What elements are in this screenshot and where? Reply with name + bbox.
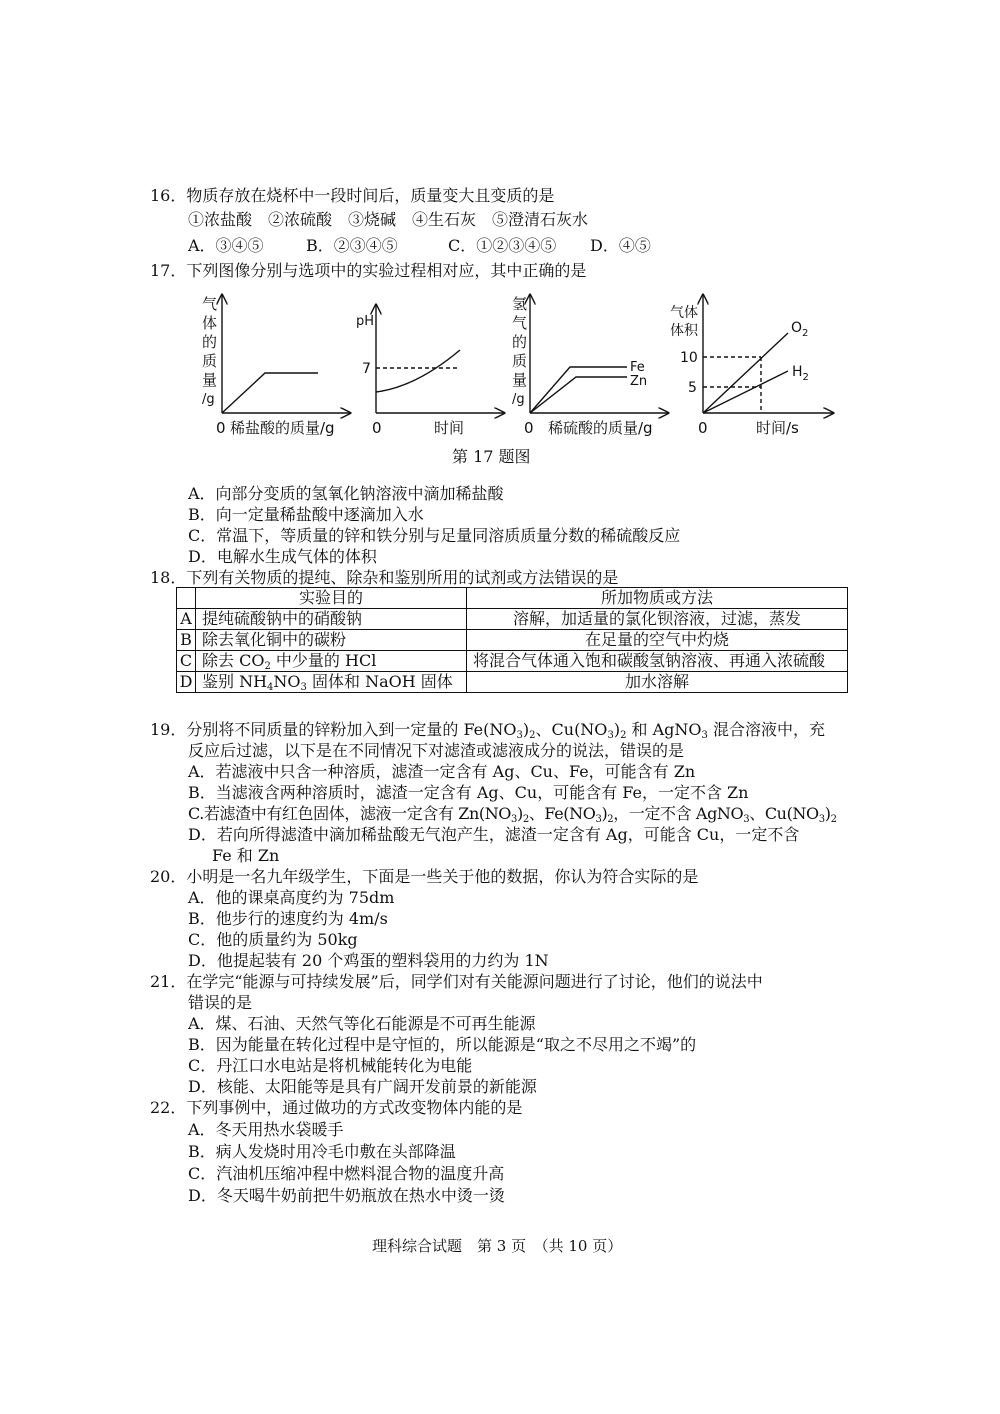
q21-option-d: D．核能、太阳能等是具有广阔开发前景的新能源 [188,1077,537,1096]
q20-option-b: B．他步行的速度约为 4m/s [188,909,388,928]
row-label: B [177,630,196,651]
table-row [177,672,848,693]
graph-c-ylabel-2: 气 [512,314,528,332]
q18-table [176,587,848,693]
row-purpose: 除去 $CO_2$ 中少量的 HCl [196,651,467,672]
row-label: C [177,651,196,672]
graph-b-xlabel: 时间 [434,419,465,437]
q19-option-d-cont: Fe 和 Zn [212,846,280,865]
table-header-row [177,588,848,609]
q17-figure [190,285,840,445]
q21-stem-cont: 错误的是 [188,993,253,1012]
graph-c-fe-curve [530,367,627,413]
graph-a-ylabel-6: /g [202,392,215,407]
graph-a-xlabel: 稀盐酸的质量/g [230,419,335,437]
q16-option-c: C．①②③④⑤ [448,236,557,255]
q21-option-a: A．煤、石油、天然气等化石能源是不可再生能源 [188,1014,536,1033]
graph-b-curve [376,350,460,392]
q17-figure-caption: 第 17 题图 [452,447,531,466]
q22-option-c: C．汽油机压缩冲程中燃料混合物的温度升高 [188,1164,505,1183]
graph-a-ylabel-2: 体 [202,314,218,332]
graph-a-ylabel-5: 量 [202,371,218,389]
row-label: D [177,672,196,693]
graph-a-ylabel-1: 气 [202,295,218,313]
graph-b-origin: 0 [372,419,382,437]
graph-c-ylabel-4: 质 [512,352,528,370]
q16-options [188,236,651,256]
q19-stem-cont: 反应后过滤，以下是在不同情况下对滤渣或滤液成分的说法，错误的是 [188,741,685,760]
graph-a-ylabel-3: 的 [202,333,218,351]
q18-stem: 18．下列有关物质的提纯、除杂和鉴别所用的试剂或方法错误的是 [150,568,619,587]
q17-option-d: D．电解水生成气体的体积 [188,547,377,566]
row-method: 在足量的空气中灼烧 [467,630,848,651]
graph-d-series-o2: $O_2$ [791,320,809,339]
graph-a-curve [222,373,318,413]
q16-items: ①浓盐酸 ②浓硫酸 ③烧碱 ④生石灰 ⑤澄清石灰水 [188,210,589,229]
q22-option-b: B．病人发烧时用冷毛巾敷在头部降温 [188,1142,456,1161]
q17-stem: 17．下列图像分别与选项中的实验过程相对应，其中正确的是 [150,261,587,280]
row-purpose: 除去氧化铜中的碳粉 [196,630,467,651]
q19-option-d: D．若向所得滤渣中滴加稀盐酸无气泡产生，滤渣一定含有 Ag，可能含 Cu，一定不含 [188,825,800,844]
graph-c-origin: 0 [524,419,534,437]
q21-option-b: B．因为能量在转化过程中是守恒的，所以能源是“取之不尽用之不竭”的 [188,1035,697,1054]
q21-option-c: C．丹江口水电站是将机械能转化为电能 [188,1056,473,1075]
graph-d-ylabel-2: 体积 [670,323,698,339]
q19-option-b: B．当滤液含两种溶质时，滤渣一定含有 Ag、Cu，可能含有 Fe，一定不含 Zn [188,783,749,802]
q16-option-b: B．②③④⑤ [306,236,398,255]
q20-option-d: D．他提起装有 20 个鸡蛋的塑料袋用的力约为 1N [188,951,549,970]
row-purpose: 鉴别 $NH_4NO_3$ 固体和 NaOH 固体 [196,672,467,693]
graph-d-series-h2: $H_2$ [792,364,809,383]
table-header-blank [177,588,196,609]
graph-c-ylabel-6: /g [512,392,525,407]
graph-d-tick-5: 5 [688,380,697,396]
graph-b-level: 7 [362,361,371,377]
row-method: 将混合气体通入饱和碳酸氢钠溶液、再通入浓硫酸 [467,651,848,672]
q20-option-c: C．他的质量约为 50kg [188,930,358,949]
q22-option-d: D．冬天喝牛奶前把牛奶瓶放在热水中烫一烫 [188,1186,505,1205]
q17-option-a: A．向部分变质的氢氧化钠溶液中滴加稀盐酸 [188,484,504,503]
graph-c-ylabel-3: 的 [512,333,528,351]
graph-c-series-zn: Zn [630,374,648,389]
q19-option-c: C.若滤渣中有红色固体，滤液一定含有 $Zn(NO_3)_2$、$Fe(NO_3)_2$，一定不含 AgNO$_3$、$Cu(NO_3)_2$ [188,804,837,825]
q19-stem: 19．分别将不同质量的锌粉加入到一定量的 $Fe(NO_3)_2$、$Cu(NO_3)_2$ 和 AgNO$_3$ 混合溶液中，充 [150,720,825,741]
q22-stem: 22．下列事例中，通过做功的方式改变物体内能的是 [150,1098,523,1117]
q20-stem: 20．小明是一名九年级学生，下面是一些关于他的数据，你认为符合实际的是 [150,867,699,886]
table-header-purpose: 实验目的 [196,588,467,609]
row-method: 溶解，加适量的氯化钡溶液，过滤，蒸发 [467,609,848,630]
graph-d-xlabel: 时间/s [756,419,799,437]
row-label: A [177,609,196,630]
graph-c-ylabel-5: 量 [512,371,528,389]
q16-stem: 16．物质存放在烧杯中一段时间后，质量变大且变质的是 [150,186,555,205]
q17-option-b: B．向一定量稀盐酸中逐滴加入水 [188,505,424,524]
row-method: 加水溶解 [467,672,848,693]
graph-d-o2-line [703,333,788,413]
graph-c-zn-curve [530,377,627,413]
graph-d-origin: 0 [698,419,708,437]
graph-b-ylabel: pH [356,314,375,329]
graph-c-ylabel-1: 氢 [512,295,528,313]
row-purpose: 提纯硫酸钠中的硝酸钠 [196,609,467,630]
table-row [177,609,848,630]
q21-stem: 21．在学完“能源与可持续发展”后，同学们对有关能源问题进行了讨论，他们的说法中 [150,972,763,991]
graph-c-xlabel: 稀硫酸的质量/g [548,419,653,437]
graph-d-h2-line [703,371,788,413]
graph-c-series-fe: Fe [630,360,645,375]
graph-d-tick-10: 10 [680,350,698,366]
q17-option-c: C．常温下，等质量的锌和铁分别与足量同溶质质量分数的稀硫酸反应 [188,526,681,545]
q20-option-a: A．他的课桌高度约为 75dm [188,888,395,907]
table-header-method: 所加物质或方法 [467,588,848,609]
table-row [177,630,848,651]
q22-option-a: A．冬天用热水袋暖手 [188,1120,344,1139]
graph-a-origin: 0 [216,419,226,437]
q16-option-d: D．④⑤ [590,236,651,255]
graph-d-ylabel-1: 气体 [670,305,698,321]
q16-option-a: A．③④⑤ [188,236,264,255]
table-row [177,651,848,672]
graph-a-ylabel-4: 质 [202,352,218,370]
page-footer: 理科综合试题 第 3 页 （共 10 页） [372,1237,623,1255]
q19-option-a: A．若滤液中只含一种溶质，滤渣一定含有 Ag、Cu、Fe，可能含有 Zn [188,762,696,781]
